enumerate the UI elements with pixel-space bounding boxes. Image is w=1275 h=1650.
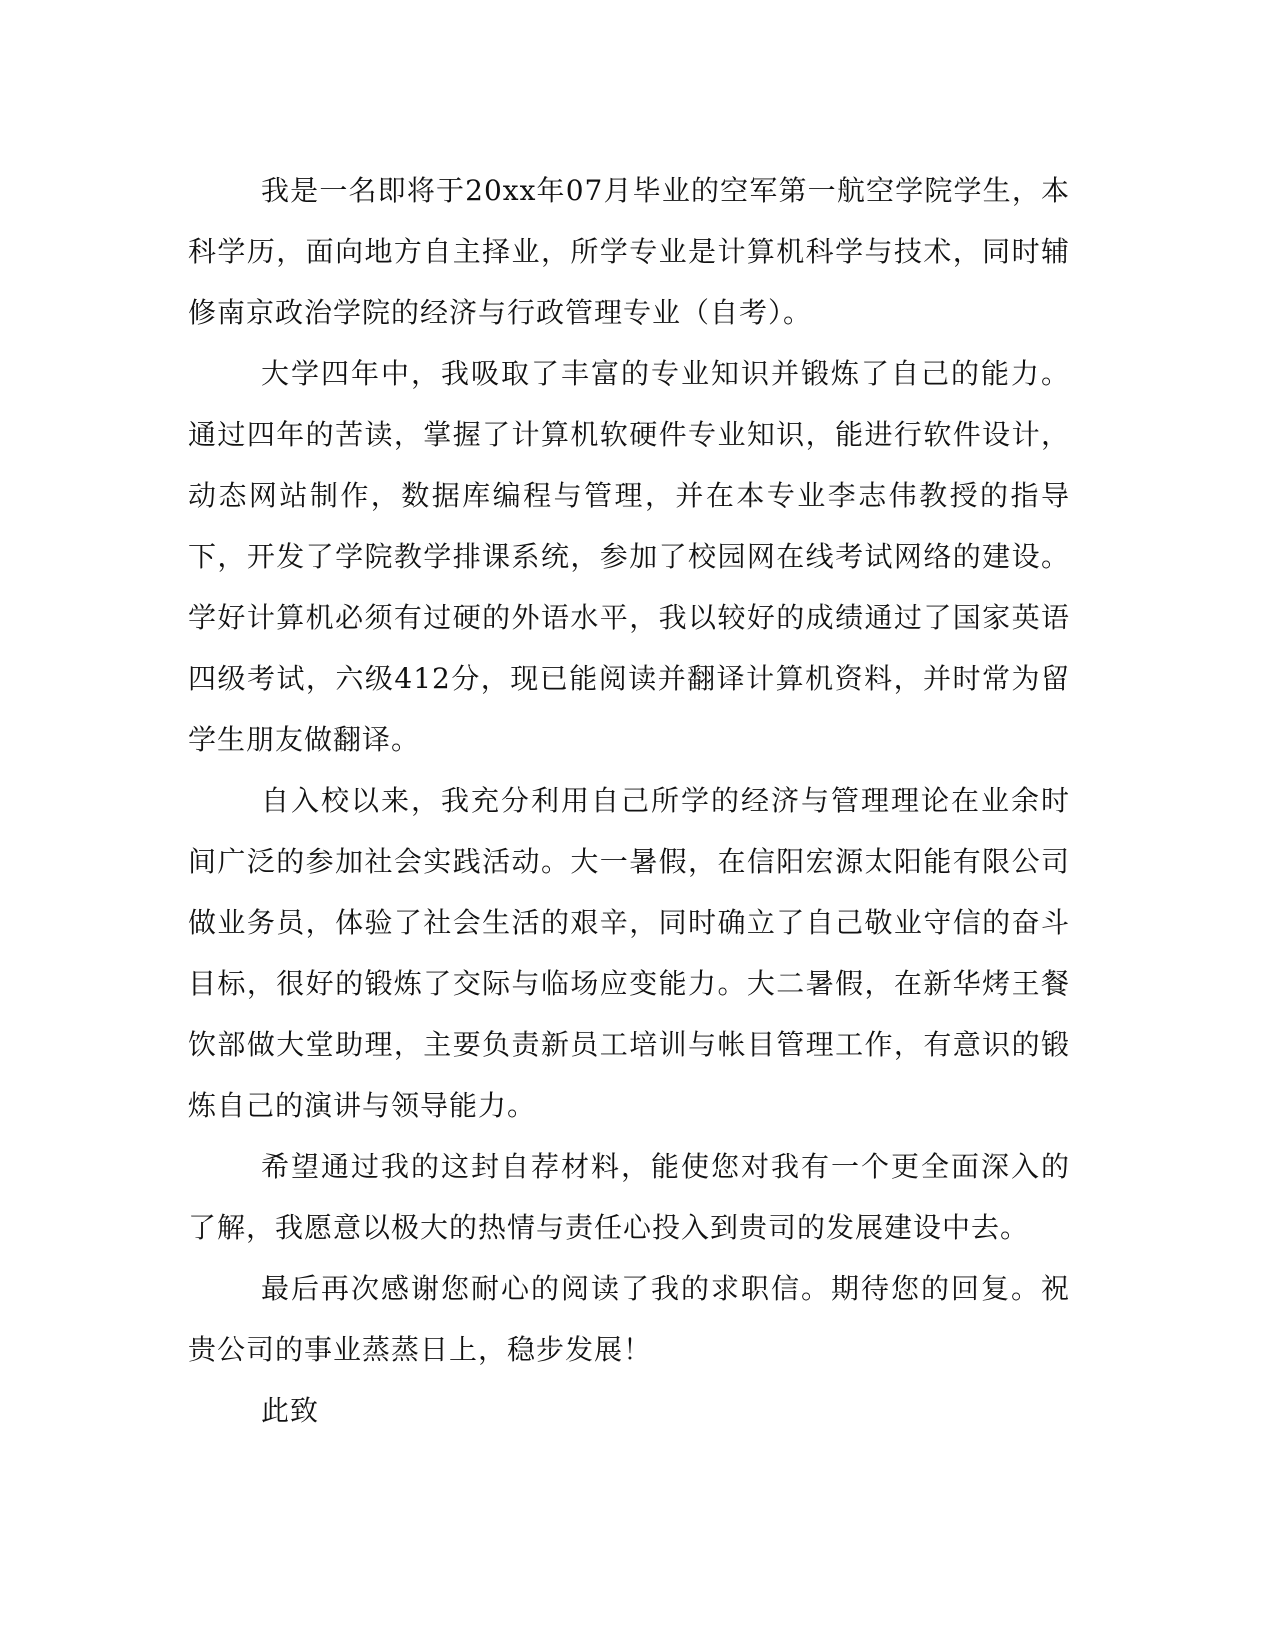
- paragraph-social-practice: 自入校以来，我充分利用自己所学的经济与管理理论在业余时间广泛的参加社会实践活动。大一暑假，在信阳宏源太阳能有限公司做业务员，体验了社会生活的艰辛，同时确立了自己敬业守信的奋斗目标，很好的锻炼了交际与临场应变能力。大二暑假，在新华烤王餐饮部做大堂助理，主要负责新员工培训与帐目管理工作，有意识的锻炼自己的演讲与领导能力。: [188, 784, 1070, 1122]
- letter-body: [188, 160, 1070, 1441]
- closing-salutation: 此致: [261, 1394, 320, 1427]
- paragraph-thanks: 最后再次感谢您耐心的阅读了我的求职信。期待您的回复。祝贵公司的事业蒸蒸日上，稳步发展！: [188, 1272, 1070, 1366]
- paragraph-hope: 希望通过我的这封自荐材料，能使您对我有一个更全面深入的了解，我愿意以极大的热情与责任心投入到贵司的发展建设中去。: [188, 1150, 1070, 1244]
- paragraph-university-study: 大学四年中，我吸取了丰富的专业知识并锻炼了自己的能力。通过四年的苦读，掌握了计算机软硬件专业知识，能进行软件设计，动态网站制作，数据库编程与管理，并在本专业李志伟教授的指导下，开发了学院教学排课系统，参加了校园网在线考试网络的建设。学好计算机必须有过硬的外语水平，我以较好的成绩通过了国家英语四级考试，六级412分，现已能阅读并翻译计算机资料，并时常为留学生朋友做翻译。: [188, 357, 1070, 756]
- paragraph-graduation-info: 我是一名即将于20xx年07月毕业的空军第一航空学院学生，本科学历，面向地方自主择业，所学专业是计算机科学与技术，同时辅修南京政治学院的经济与行政管理专业（自考）。: [188, 174, 1070, 329]
